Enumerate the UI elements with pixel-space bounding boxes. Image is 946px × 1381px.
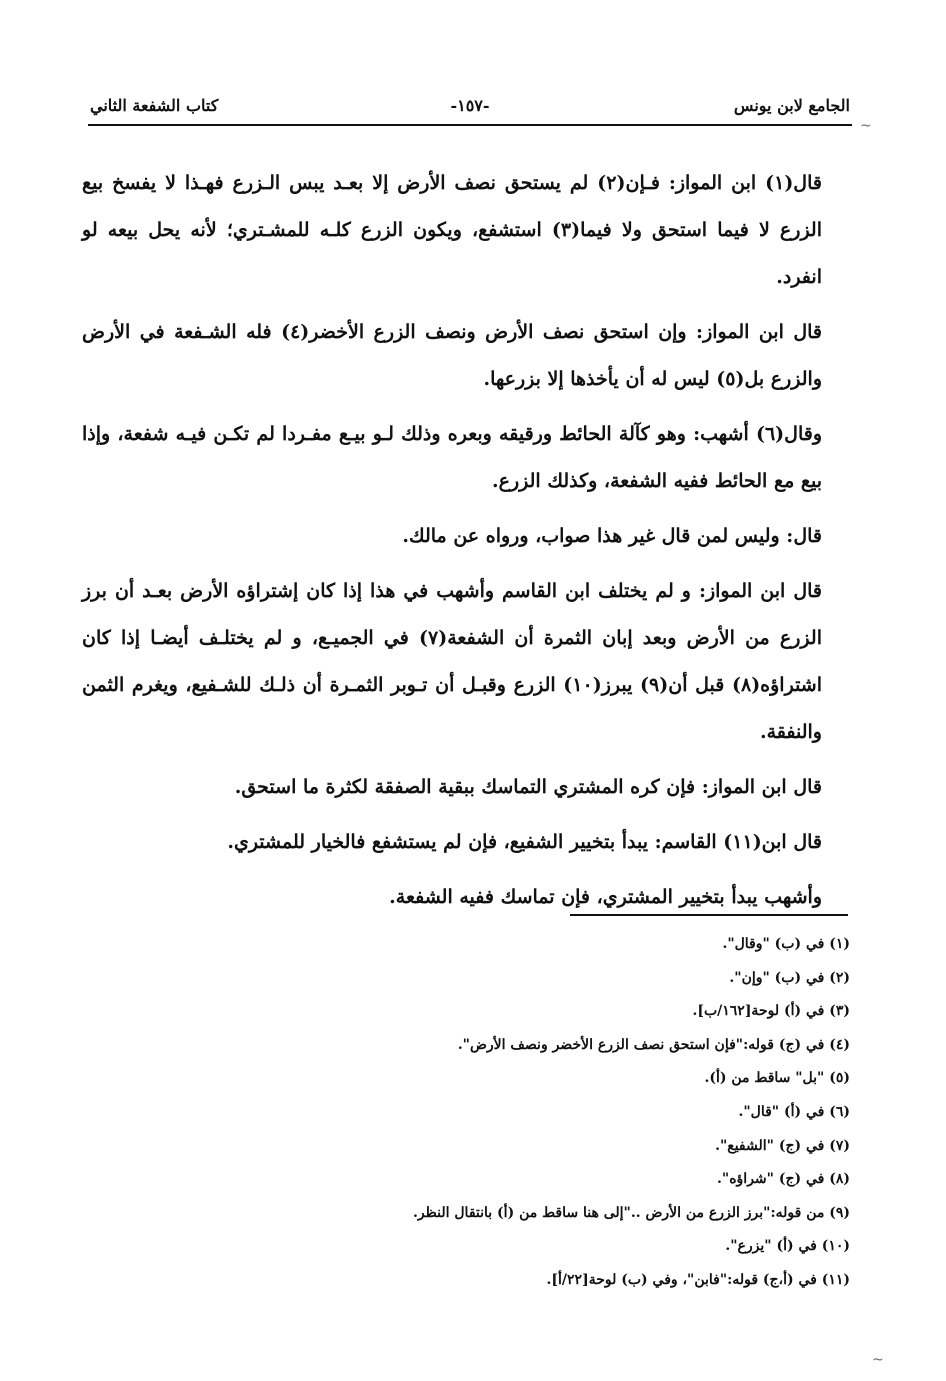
paragraph: قال ابن المواز: و لم يختلف ابن القاسم وأشهب في هذا إذا كان إشتراؤه الأرض بعـد أن برز الزرع من الأرض وبعد إبان الثمرة أن الشفعة(٧) في الجميـع، و لم يختلـف أيضـا إذا كان اشتراؤه(٨) قبل أن(٩) يبرز(١٠) الزرع وقبـل أن تـوبر الثمـرة أن ذلـك للشـفيع، ويغرم الثمن والنفقة. bbox=[82, 580, 823, 743]
footnote: (٨) في (ج) "شراؤه". bbox=[717, 1171, 850, 1188]
header-book-title: الجامع لابن يونس bbox=[733, 96, 850, 115]
footnote: (٦) في (أ) "قال". bbox=[738, 1103, 850, 1120]
paragraph: وقال(٦) أشهب: وهو كآلة الحائط ورقيقه وبعره وذلك لـو بيـع مفـردا لم تكـن فيـه شفعة، وإذا بيع مع الحائط ففيه الشفعة، وكذلك الزرع. bbox=[82, 423, 822, 492]
scan-mark: ~ bbox=[860, 118, 872, 134]
scan-mark: ~ bbox=[872, 1352, 884, 1368]
footnote: (٩) من قوله:"برز الزرع من الأرض .."إلى هنا ساقط من (أ) بانتقال النظر. bbox=[413, 1204, 850, 1221]
footnote: (٣) في (أ) لوحة[١٦٢/ب]. bbox=[692, 1003, 850, 1020]
paragraph: قال ابن المواز: فإن كره المشتري التماسك ببقية الصفقة لكثرة ما استحق. bbox=[234, 776, 822, 798]
header-chapter-title: كتاب الشفعة الثاني bbox=[90, 96, 219, 115]
paragraph: قال(١) ابن المواز: فـإن(٢) لم يستحق نصف الأرض إلا بعـد يبس الـزرع فهـذا لا يفسخ بيع الزرع لا فيما استحق ولا فيما(٣) استشفع، ويكون الزرع كلـه للمشـتري؛ لأنه يحل بيعه لو انفرد. bbox=[82, 172, 822, 288]
running-header bbox=[90, 92, 850, 126]
footnote: (١١) في (أ،ج) قوله:"فابن"، وفي (ب) لوحة[٢٢/أ]. bbox=[546, 1271, 850, 1288]
footnote: (١) في (ب) "وقال". bbox=[722, 936, 850, 952]
paragraph: قال ابن(١١) القاسم: يبدأ بتخيير الشفيع، فإن لم يستشفع فالخيار للمشتري. bbox=[227, 831, 822, 853]
footnote: (١٠) في (أ) "يزرع". bbox=[725, 1238, 850, 1255]
paragraph: وأشهب يبدأ بتخيير المشتري، فإن تماسك ففيه الشفعة. bbox=[389, 886, 822, 908]
footnote: (٥) "بل" ساقط من (أ). bbox=[704, 1070, 850, 1087]
paragraph: قال ابن المواز: وإن استحق نصف الأرض ونصف الزرع الأخضر(٤) فله الشـفعة في الأرض والزرع بل(٥) ليس له أن يأخذها إلا بزرعها. bbox=[82, 321, 822, 390]
footnote: (٢) في (ب) "وإن". bbox=[729, 969, 850, 986]
main-text bbox=[82, 160, 852, 929]
paragraph: قال: وليس لمن قال غير هذا صواب، ورواه عن مالك. bbox=[402, 525, 822, 547]
page-number: -١٥٧- bbox=[450, 96, 490, 115]
footnotes bbox=[300, 928, 850, 1298]
header-rule bbox=[88, 124, 852, 126]
footnote-rule bbox=[570, 914, 848, 916]
footnote: (٧) في (ج) "الشفيع". bbox=[715, 1137, 850, 1154]
footnote: (٤) في (ج) قوله:"فإن استحق نصف الزرع الأخضر ونصف الأرض". bbox=[457, 1036, 850, 1053]
